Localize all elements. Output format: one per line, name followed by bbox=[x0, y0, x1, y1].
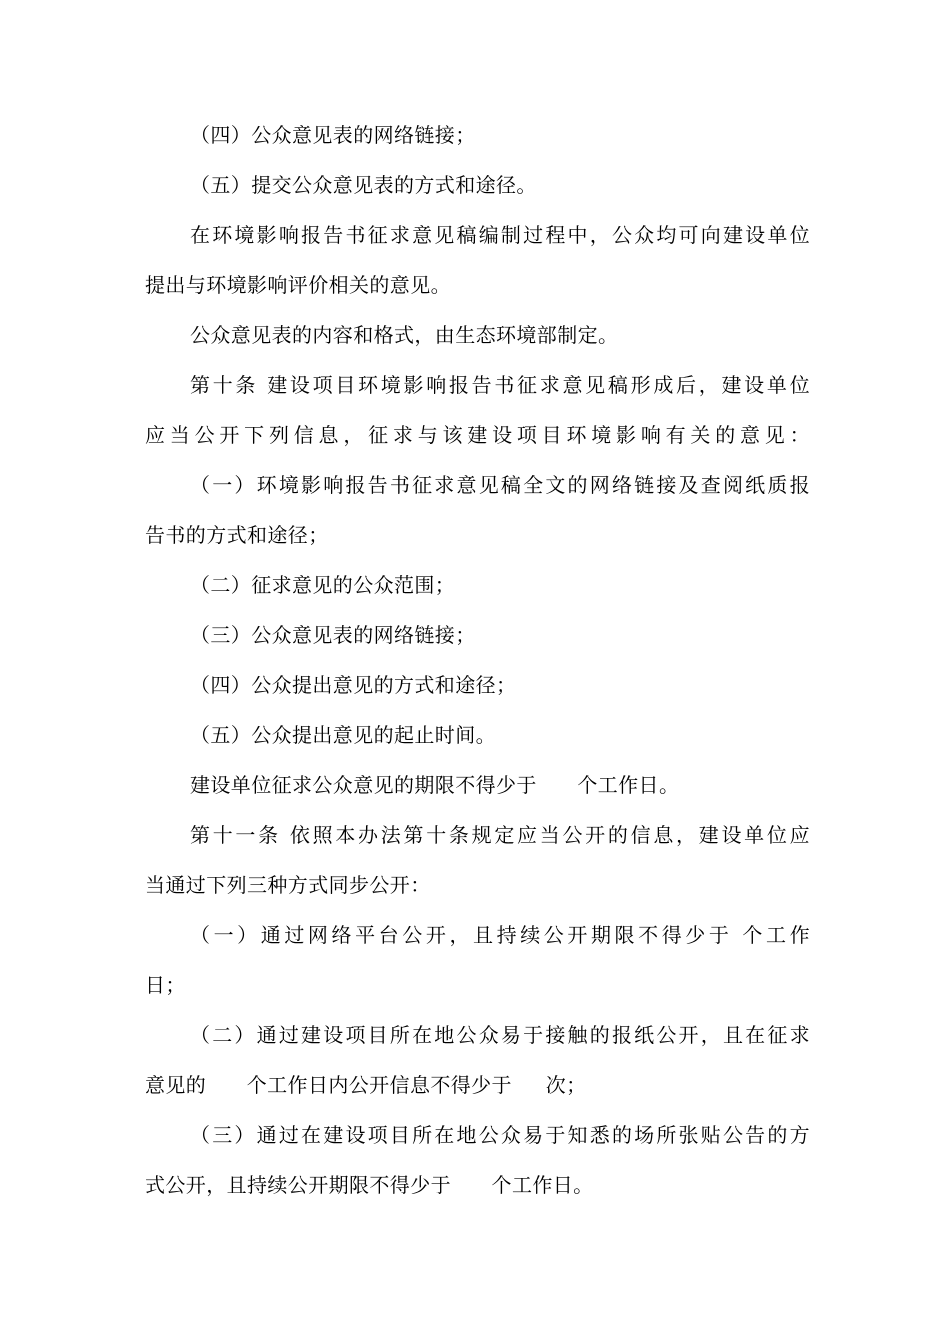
text-line: （四）公众意见表的网络链接； bbox=[190, 123, 476, 147]
text-line: 意见的 个工作日内公开信息不得少于 次； bbox=[145, 1073, 587, 1097]
text-line: 在环境影响报告书征求意见稿编制过程中，公众均可向建设单位 bbox=[190, 223, 810, 247]
text-line: 第十条 建设项目环境影响报告书征求意见稿形成后，建设单位 bbox=[190, 373, 810, 397]
text-line: 日； bbox=[145, 973, 186, 997]
text-line: 式公开，且持续公开期限不得少于 个工作日。 bbox=[145, 1173, 594, 1197]
text-line: （五）提交公众意见表的方式和途径。 bbox=[190, 173, 537, 197]
text-line: 建设单位征求公众意见的期限不得少于 个工作日。 bbox=[190, 773, 680, 797]
text-line: 公众意见表的内容和格式，由生态环境部制定。 bbox=[190, 323, 619, 347]
text-line: 提出与环境影响评价相关的意见。 bbox=[145, 273, 451, 297]
text-line: （二）通过建设项目所在地公众易于接触的报纸公开，且在征求 bbox=[190, 1023, 810, 1047]
text-line: （一）通过网络平台公开，且持续公开期限不得少于 个工作 bbox=[190, 923, 810, 947]
text-line: （三）公众意见表的网络链接； bbox=[190, 623, 476, 647]
text-line: 应当公开下列信息，征求与该建设项目环境影响有关的意见： bbox=[145, 423, 810, 447]
text-line: 当通过下列三种方式同步公开： bbox=[145, 873, 431, 897]
text-line: （四）公众提出意见的方式和途径； bbox=[190, 673, 517, 697]
text-line: 第十一条 依照本办法第十条规定应当公开的信息，建设单位应 bbox=[190, 823, 810, 847]
text-line: （三）通过在建设项目所在地公众易于知悉的场所张贴公告的方 bbox=[190, 1123, 810, 1147]
text-line: （一）环境影响报告书征求意见稿全文的网络链接及查阅纸质报 bbox=[190, 473, 810, 497]
text-line: （五）公众提出意见的起止时间。 bbox=[190, 723, 496, 747]
text-line: 告书的方式和途径； bbox=[145, 523, 329, 547]
text-line: （二）征求意见的公众范围； bbox=[190, 573, 456, 597]
